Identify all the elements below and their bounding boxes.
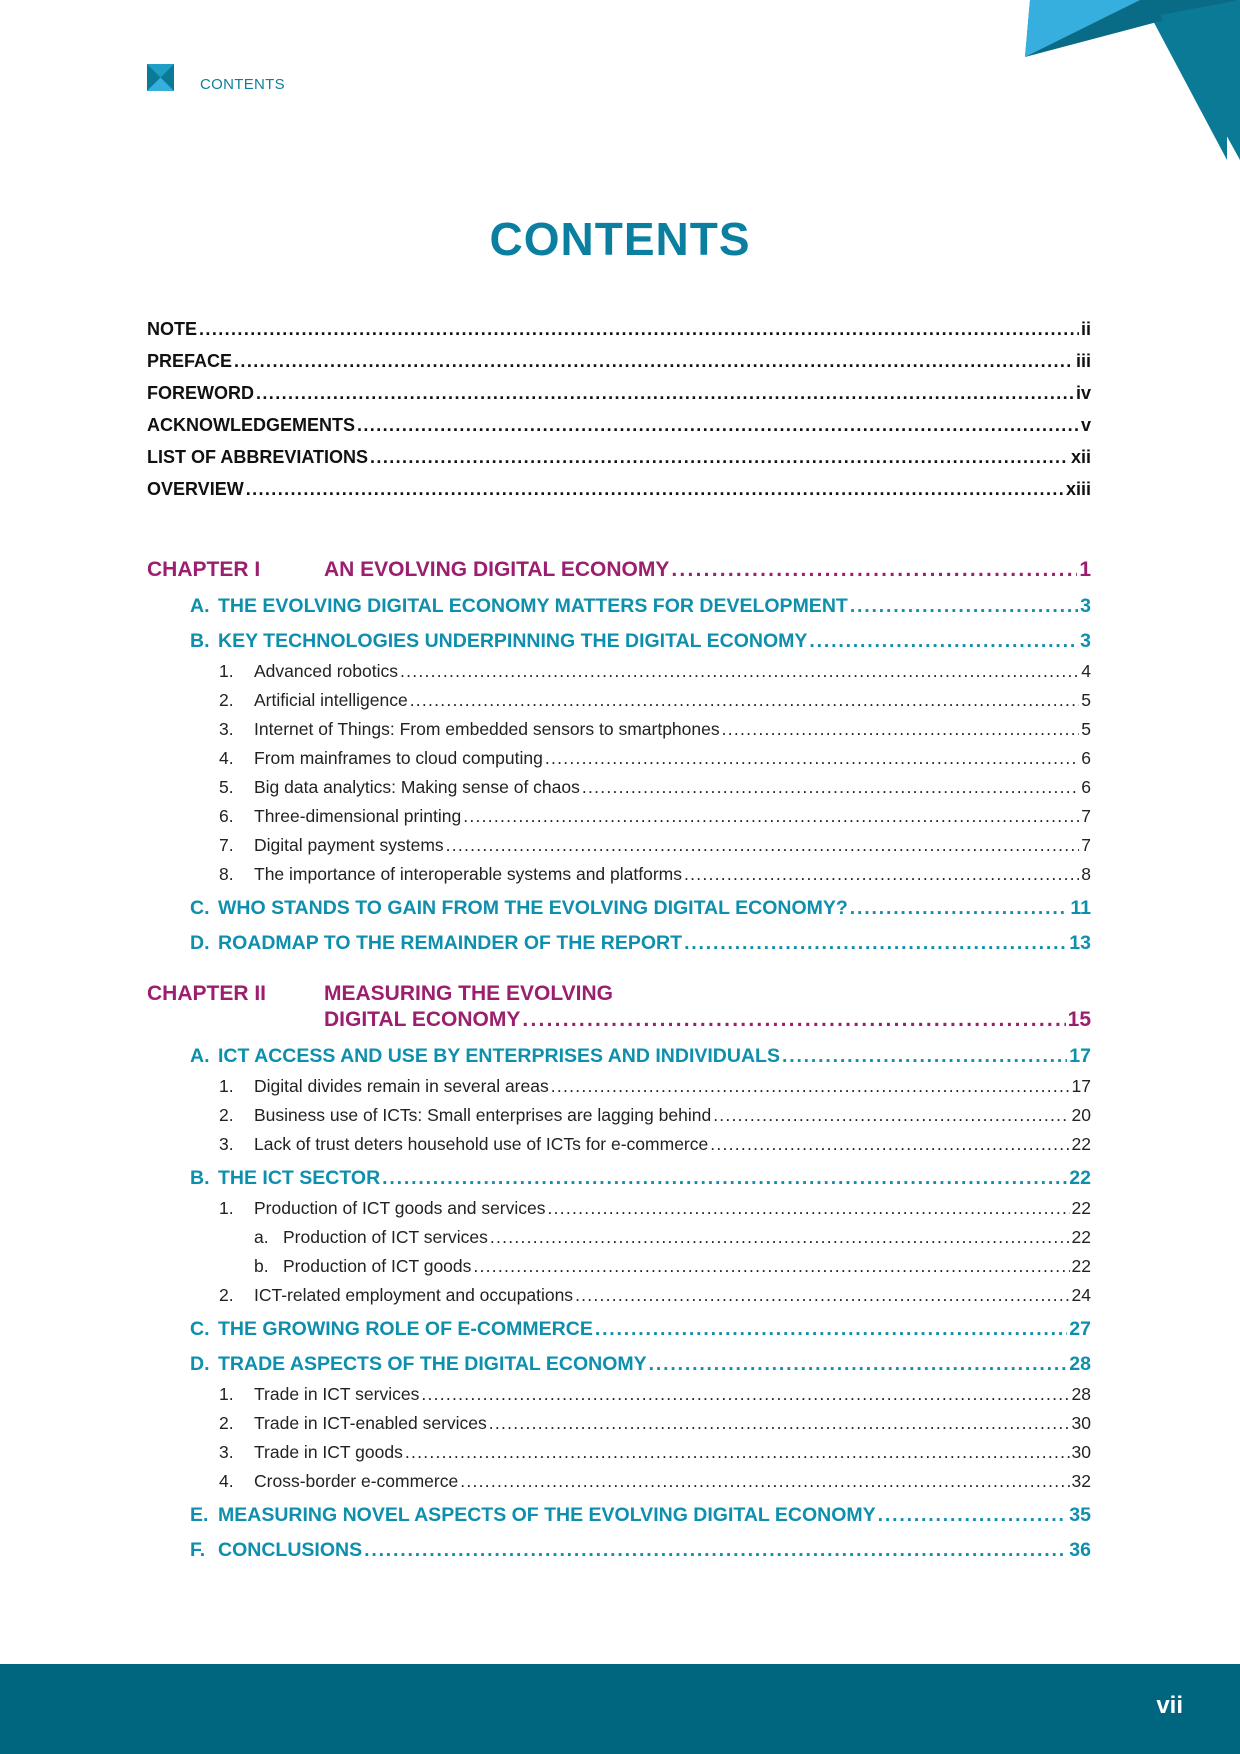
subsection-page: 5: [1081, 690, 1091, 710]
subsection-page: 20: [1071, 1105, 1091, 1125]
toc-entry[interactable]: [147, 479, 1091, 500]
subsection-entry[interactable]: [219, 719, 1091, 740]
page-number: vii: [1156, 1692, 1183, 1719]
section-entry[interactable]: [190, 1539, 1091, 1562]
subsection-page: 6: [1081, 777, 1091, 797]
subsection-number: 3.: [219, 1442, 234, 1462]
subsection-page: 17: [1071, 1076, 1091, 1096]
chapter-title-line2: DIGITAL ECONOMY: [324, 1008, 521, 1031]
subsection-entry[interactable]: [219, 1413, 1091, 1434]
toc-entry-label: LIST OF ABBREVIATIONS: [147, 447, 369, 467]
section-entry[interactable]: [190, 932, 1091, 955]
subsubsection-letter: b.: [254, 1256, 269, 1276]
subsection-title: The importance of interoperable systems and platforms: [254, 864, 682, 884]
section-entry[interactable]: [190, 1318, 1091, 1341]
section-letter: C.: [190, 897, 210, 919]
chapter-page: 1: [1079, 558, 1091, 581]
section-entry[interactable]: [190, 897, 1091, 920]
toc-entry[interactable]: [147, 415, 1091, 436]
toc-entry-page: iii: [1075, 351, 1091, 371]
subsection-number: 2.: [219, 690, 234, 710]
section-page: 17: [1069, 1045, 1091, 1067]
section-entry[interactable]: [190, 630, 1091, 653]
section-letter: A.: [190, 595, 210, 617]
subsection-title: Production of ICT goods and services: [254, 1198, 546, 1218]
subsection-page: 6: [1081, 748, 1091, 768]
section-entry[interactable]: [190, 1167, 1091, 1190]
subsection-page: 8: [1081, 864, 1091, 884]
corner-decoration: [1000, 0, 1240, 160]
subsubsection-page: 22: [1071, 1227, 1091, 1247]
section-letter: B.: [190, 630, 210, 652]
subsection-title: Lack of trust deters household use of ICTs for e-commerce: [254, 1134, 709, 1154]
toc-entry-page: ii: [1080, 319, 1091, 339]
subsection-entry[interactable]: [219, 1076, 1091, 1097]
subsection-number: 2.: [219, 1413, 234, 1433]
section-letter: C.: [190, 1318, 210, 1340]
section-title: WHO STANDS TO GAIN FROM THE EVOLVING DIGITAL ECONOMY?: [218, 897, 848, 919]
subsection-page: 22: [1071, 1134, 1091, 1154]
section-letter: D.: [190, 932, 210, 954]
section-title: THE ICT SECTOR: [218, 1167, 381, 1189]
subsection-title: ICT-related employment and occupations: [254, 1285, 574, 1305]
toc-entry[interactable]: [147, 351, 1091, 372]
chapter-2-entry[interactable]: [324, 1008, 1091, 1032]
section-page: 13: [1069, 932, 1091, 954]
section-letter: F.: [190, 1539, 206, 1561]
section-page: 27: [1069, 1318, 1091, 1340]
footer-band: [0, 1664, 1240, 1754]
subsection-page: 32: [1071, 1471, 1091, 1491]
subsubsection-entry[interactable]: [254, 1227, 1091, 1248]
subsection-title: Trade in ICT goods: [254, 1442, 403, 1462]
subsection-page: 4: [1081, 661, 1091, 681]
chapter-number: CHAPTER I: [147, 558, 261, 581]
subsubsection-entry[interactable]: [254, 1256, 1091, 1277]
subsection-title: Three-dimensional printing: [254, 806, 462, 826]
section-letter: A.: [190, 1045, 210, 1067]
section-letter: D.: [190, 1353, 210, 1375]
subsection-number: 3.: [219, 719, 234, 739]
subsection-entry[interactable]: [219, 1384, 1091, 1405]
subsubsection-title: Production of ICT services: [283, 1227, 488, 1247]
header-label: CONTENTS: [200, 76, 285, 93]
subsection-number: 3.: [219, 1134, 234, 1154]
subsection-page: 5: [1081, 719, 1091, 739]
section-page: 35: [1069, 1504, 1091, 1526]
section-title: KEY TECHNOLOGIES UNDERPINNING THE DIGITAL ECONOMY: [218, 630, 808, 652]
page-title: CONTENTS: [489, 213, 751, 265]
subsection-entry[interactable]: [219, 1105, 1091, 1126]
section-page: 3: [1080, 630, 1091, 652]
subsection-title: Advanced robotics: [254, 661, 398, 681]
section-page: 3: [1080, 595, 1091, 617]
chapter-1-entry[interactable]: [147, 558, 1091, 582]
subsection-entry[interactable]: [219, 1198, 1091, 1219]
toc-entry-label: NOTE: [147, 319, 198, 339]
subsection-title: Digital divides remain in several areas: [254, 1076, 549, 1096]
toc-entry-page: xii: [1070, 447, 1091, 467]
subsection-entry[interactable]: [219, 1134, 1091, 1155]
section-entry[interactable]: [190, 1353, 1091, 1376]
subsection-title: Trade in ICT-enabled services: [254, 1413, 487, 1433]
subsection-entry[interactable]: [219, 748, 1091, 769]
subsection-title: Internet of Things: From embedded sensors to smartphones: [254, 719, 720, 739]
subsection-entry[interactable]: [219, 864, 1091, 885]
subsection-page: 30: [1071, 1442, 1091, 1462]
toc-entry-page: iv: [1075, 383, 1091, 403]
section-title: ICT ACCESS AND USE BY ENTERPRISES AND INDIVIDUALS: [218, 1045, 780, 1067]
subsubsection-letter: a.: [254, 1227, 269, 1247]
subsection-number: 1.: [219, 1384, 234, 1404]
subsection-entry[interactable]: [219, 806, 1091, 827]
toc-entry[interactable]: [147, 319, 1091, 340]
subsection-title: From mainframes to cloud computing: [254, 748, 543, 768]
subsection-page: 7: [1081, 835, 1091, 855]
subsection-title: Trade in ICT services: [254, 1384, 420, 1404]
subsection-title: Artificial intelligence: [254, 690, 408, 710]
subsection-page: 30: [1071, 1413, 1091, 1433]
section-letter: E.: [190, 1504, 209, 1526]
toc-entry-label: OVERVIEW: [147, 479, 244, 499]
subsection-number: 4.: [219, 1471, 234, 1491]
subsection-number: 5.: [219, 777, 234, 797]
subsection-page: 7: [1081, 806, 1091, 826]
section-page: 11: [1070, 897, 1091, 919]
chapter-2-title-line1: [147, 982, 613, 1006]
subsection-number: 2.: [219, 1285, 234, 1305]
subsection-entry[interactable]: [219, 777, 1091, 798]
section-title: TRADE ASPECTS OF THE DIGITAL ECONOMY: [218, 1353, 647, 1375]
section-letter: B.: [190, 1167, 210, 1189]
toc-entry-label: ACKNOWLEDGEMENTS: [147, 415, 355, 435]
section-entry[interactable]: [190, 1504, 1091, 1527]
subsection-entry[interactable]: [219, 835, 1091, 856]
subsection-entry[interactable]: [219, 1285, 1091, 1306]
header-square-icon: [147, 64, 174, 91]
subsection-page: 22: [1071, 1198, 1091, 1218]
subsection-number: 4.: [219, 748, 234, 768]
chapter-title-line1: MEASURING THE EVOLVING: [324, 982, 613, 1005]
subsection-entry[interactable]: [219, 1442, 1091, 1463]
toc-entry-page: xiii: [1065, 479, 1091, 499]
toc-entry-label: FOREWORD: [147, 383, 254, 403]
subsection-entry[interactable]: [219, 690, 1091, 711]
subsection-title: Cross-border e-commerce: [254, 1471, 459, 1491]
chapter-number: CHAPTER II: [147, 982, 267, 1005]
section-entry[interactable]: [190, 595, 1091, 618]
subsection-page: 24: [1071, 1285, 1091, 1305]
subsection-number: 7.: [219, 835, 234, 855]
subsection-entry[interactable]: [219, 661, 1091, 682]
section-title: ROADMAP TO THE REMAINDER OF THE REPORT: [218, 932, 683, 954]
subsection-page: 28: [1071, 1384, 1091, 1404]
toc-entry-label: PREFACE: [147, 351, 233, 371]
section-title: THE GROWING ROLE OF E-COMMERCE: [218, 1318, 593, 1340]
subsubsection-page: 22: [1071, 1256, 1091, 1276]
section-page: 22: [1069, 1167, 1091, 1189]
subsection-title: Big data analytics: Making sense of chaos: [254, 777, 580, 797]
subsection-number: 8.: [219, 864, 234, 884]
section-page: 36: [1069, 1539, 1091, 1561]
subsection-title: Digital payment systems: [254, 835, 444, 855]
subsection-entry[interactable]: [219, 1471, 1091, 1492]
subsubsection-title: Production of ICT goods: [283, 1256, 472, 1276]
subsection-number: 1.: [219, 1076, 234, 1096]
toc-entry[interactable]: [147, 383, 1091, 404]
section-title: MEASURING NOVEL ASPECTS OF THE EVOLVING DIGITAL ECONOMY: [218, 1504, 876, 1526]
section-title: CONCLUSIONS: [218, 1539, 363, 1561]
chapter-page: 15: [1067, 1008, 1091, 1031]
toc-entry-page: v: [1080, 415, 1091, 435]
section-entry[interactable]: [190, 1045, 1091, 1068]
section-title: THE EVOLVING DIGITAL ECONOMY MATTERS FOR DEVELOPMENT: [218, 595, 848, 617]
section-page: 28: [1069, 1353, 1091, 1375]
subsection-title: Business use of ICTs: Small enterprises are lagging behind: [254, 1105, 712, 1125]
subsection-number: 1.: [219, 1198, 234, 1218]
subsection-number: 1.: [219, 661, 234, 681]
toc-entry[interactable]: [147, 447, 1091, 468]
subsection-number: 2.: [219, 1105, 234, 1125]
chapter-title: AN EVOLVING DIGITAL ECONOMY: [324, 558, 670, 581]
subsection-number: 6.: [219, 806, 234, 826]
